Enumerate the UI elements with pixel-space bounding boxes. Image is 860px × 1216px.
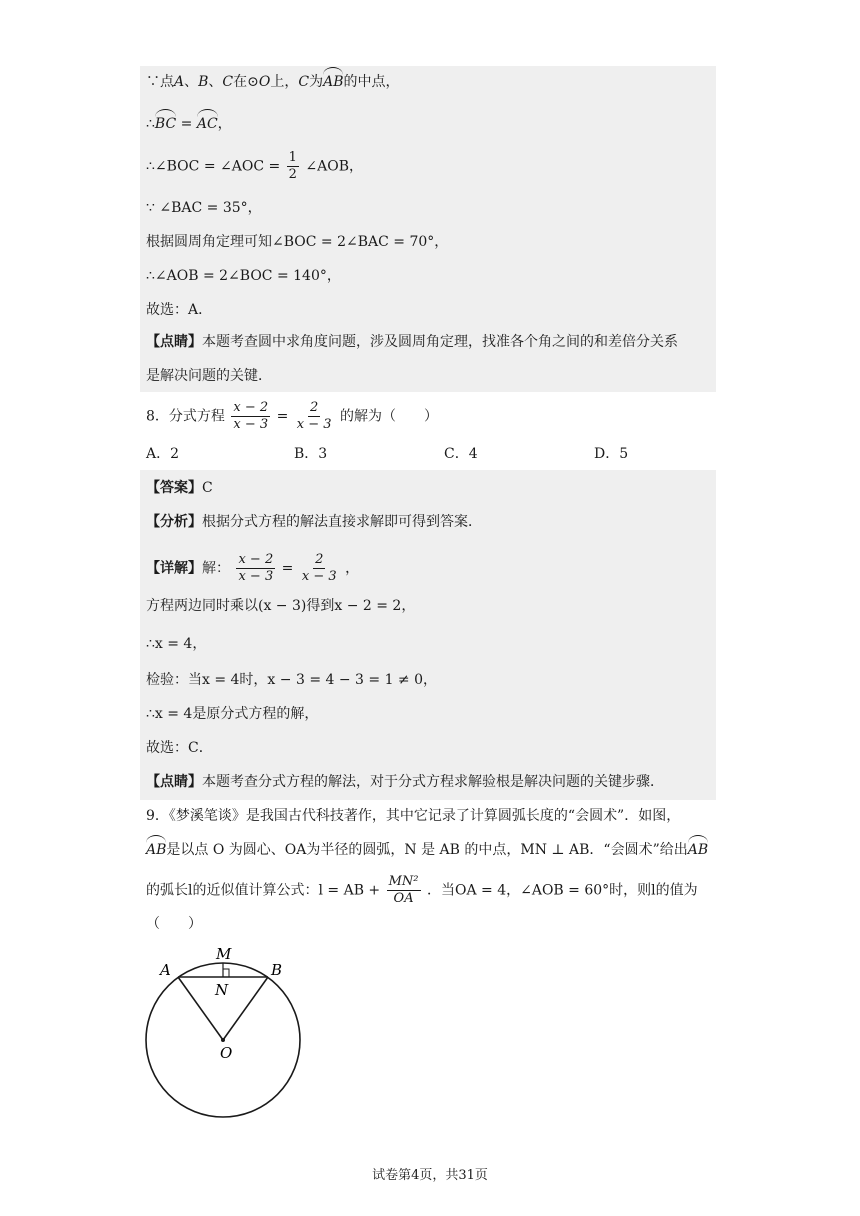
label-m: M xyxy=(216,945,232,963)
q8-stem: 8．分式方程 $\frac{x - 2}{x - 3}$ = $\frac{2}{x - 3}$ 的解为（ ） xyxy=(146,400,438,432)
radius-ob xyxy=(223,977,268,1040)
q8-option-b: B．3 xyxy=(294,446,328,462)
label-b: B xyxy=(271,961,283,979)
q7-line-4: ∵ ∠BAC = 35°， xyxy=(146,200,262,216)
q7-line-5: 根据圆周角定理可知∠BOC = 2∠BAC = 70°， xyxy=(146,234,449,250)
q8-detail: 【详解】解： $\frac{x - 2}{x - 3}$ = $\frac{2}{x - 3}$ ， xyxy=(146,552,360,584)
q8-step-6: 故选：C． xyxy=(146,740,213,756)
q8-step-3: ∴x = 4， xyxy=(146,636,207,652)
q9-line-1: 9．《梦溪笔谈》是我国古代科技著作，其中它记录了计算圆弧长度的“会圆术”．如图， xyxy=(146,808,681,824)
label-a: A xyxy=(160,961,171,979)
arc-bc: BC xyxy=(154,116,177,132)
page-footer: 试卷第4页，共31页 xyxy=(372,1168,488,1183)
q8-fraction-1: $\frac{x - 2}{x - 3}$ xyxy=(233,400,269,432)
q8-option-c: C．4 xyxy=(444,446,478,462)
q7-line-7: 故选：A． xyxy=(146,302,213,318)
q8-step-2: 方程两边同时乘以(x − 3)得到x − 2 = 2， xyxy=(146,598,416,614)
circle-figure xyxy=(140,942,320,1122)
label-n: N xyxy=(215,981,229,999)
label-o: O xyxy=(220,1044,233,1062)
q7-line-3: ∴∠BOC = ∠AOC = $\frac{1}{2}$ ∠AOB， xyxy=(146,150,364,182)
q7-line-1: ∵点A、B、C在⊙O上，C为AB的中点， xyxy=(146,74,400,90)
q7-comment-cont: 是解决问题的关键． xyxy=(146,368,272,384)
q8-step-5: ∴x = 4是原分式方程的解， xyxy=(146,706,319,722)
q8-option-d: D．5 xyxy=(594,446,629,462)
q8-detail-fraction-1: $\frac{x - 2}{x - 3}$ xyxy=(238,552,274,584)
q7-line-6: ∴∠AOB = 2∠BOC = 140°， xyxy=(146,268,341,284)
arc-ab-2: AB xyxy=(687,842,709,858)
q8-step-4: 检验：当x = 4时，x − 3 = 4 − 3 = 1 ≠ 0， xyxy=(146,672,438,688)
q8-option-a: A．2 xyxy=(146,446,180,462)
q7-line-2: ∴BC = AC， xyxy=(146,116,232,132)
center-point xyxy=(221,1038,225,1042)
q9-line-4: （ ） xyxy=(146,916,202,932)
q9-fraction: $\frac{\text{MN²}}{OA}$ xyxy=(388,874,419,906)
q7-comment: 【点睛】本题考查圆中求角度问题，涉及圆周角定理，找准各个角之间的和差倍分关系 xyxy=(146,334,678,350)
q8-comment: 【点睛】本题考查分式方程的解法，对于分式方程求解验根是解决问题的关键步骤． xyxy=(146,774,664,790)
q9-line-2: AB是以点 O 为圆心、OA为半径的圆弧，N 是 AB 的中点，MN ⊥ AB．“会圆术”给出AB xyxy=(146,842,709,858)
arc-ab: AB xyxy=(323,74,344,90)
q8-fraction-2: $\frac{2}{x - 3}$ xyxy=(296,400,332,432)
arc-ac: AC xyxy=(196,116,218,132)
right-angle-mark xyxy=(223,969,229,977)
fraction-half: $\frac{1}{2}$ xyxy=(288,150,297,182)
q8-analysis: 【分析】根据分式方程的解法直接求解即可得到答案． xyxy=(146,514,482,530)
q8-answer: 【答案】C xyxy=(146,480,213,496)
arc-ab: AB xyxy=(146,842,167,858)
q8-detail-fraction-2: $\frac{2}{x - 3}$ xyxy=(301,552,337,584)
q9-line-3: 的弧长l的近似值计算公式：l = AB + $\frac{\text{MN²}}{OA}$ ．当OA = 4，∠AOB = 60°时，则l的值为 xyxy=(146,874,698,906)
